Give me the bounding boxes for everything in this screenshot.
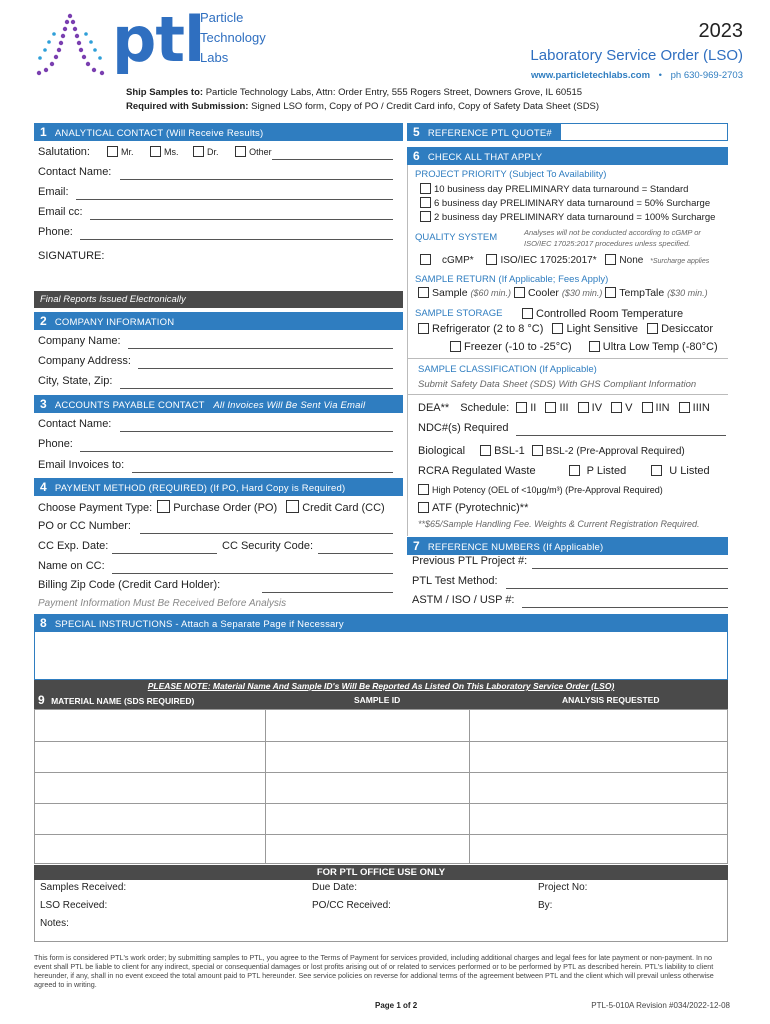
- cooler-checkbox[interactable]: [514, 287, 525, 298]
- desiccator-checkbox[interactable]: [647, 323, 658, 334]
- project-no-label: Project No:: [538, 882, 588, 893]
- classification-divider-2: [407, 394, 728, 395]
- website-link[interactable]: www.particletechlabs.com: [531, 70, 651, 81]
- cc-security-label: CC Security Code:: [222, 540, 314, 552]
- logo-line1: Particle: [200, 10, 244, 25]
- section-title: PAYMENT METHOD (REQUIRED) (If PO, Hard Copy is Required): [54, 483, 346, 494]
- analysis-header: ANALYSIS REQUESTED: [562, 695, 660, 705]
- sample-id-header: SAMPLE ID: [354, 695, 401, 705]
- email-cc-field[interactable]: [90, 219, 393, 220]
- priority-6day-checkbox[interactable]: [420, 197, 431, 208]
- section-number: 9: [38, 693, 45, 707]
- company-name-field[interactable]: [128, 348, 393, 349]
- table-row-divider: [35, 834, 727, 835]
- terms-text: This form is considered PTL's work order; by submitting samples to PTL, you agree to the Terms of Payment for services provided, including additional charges and legal fees for late payment or non-payment. In no event shall PTL be liable to client for any indirect, special or consequential damages or lost profits arising out of or related to services performed or to be performed by PTL as described herein. PTL's liability to client hereunder, if any, shall in no event exceed the total amount paid to PTL hereunder. See service policies on reverse for addional terms of the agreement between PTL and the client which will prevail unless otherwise agreed to in writing.: [34, 953, 714, 989]
- atf-row: [418, 502, 528, 514]
- light-sensitive-label: Light Sensitive: [566, 323, 638, 335]
- sample-return-label: Sample: [432, 287, 468, 299]
- mr-checkbox[interactable]: [107, 146, 118, 157]
- quote-number-field[interactable]: [560, 123, 728, 141]
- table-col-divider: [265, 710, 266, 863]
- return-title: SAMPLE RETURN (If Applicable; Fees Apply): [415, 274, 609, 285]
- surcharge-note: *Surcharge applies: [650, 258, 710, 265]
- section-title: ACCOUNTS PAYABLE CONTACT: [54, 400, 205, 411]
- bullet: •: [658, 70, 662, 81]
- company-name-label: Company Name:: [38, 335, 121, 347]
- section-title: CHECK ALL THAT APPLY: [427, 152, 543, 163]
- controlled-label: Controlled Room Temperature: [536, 308, 684, 320]
- billing-zip-label: Billing Zip Code (Credit Card Holder):: [38, 579, 221, 591]
- email-invoices-label: Email Invoices to:: [38, 459, 125, 471]
- cc-exp-field[interactable]: [112, 553, 217, 554]
- signature-field[interactable]: [120, 250, 393, 286]
- email-invoices-field[interactable]: [132, 472, 393, 473]
- cgmp-checkbox[interactable]: [420, 254, 431, 265]
- priority-standard-checkbox[interactable]: [420, 183, 431, 194]
- p-listed-checkbox[interactable]: [569, 465, 580, 476]
- classification-divider: [407, 358, 728, 359]
- material-table: [34, 709, 728, 864]
- special-instructions-field[interactable]: [34, 632, 728, 680]
- logo-line3: Labs: [200, 50, 229, 65]
- iso-label: ISO/IEC 17025:2017*: [500, 255, 597, 266]
- form-title: Laboratory Service Order (LSO): [530, 47, 743, 64]
- mr-label: Mr.: [121, 147, 134, 157]
- req-text: Signed LSO form, Copy of PO / Credit Card info, Copy of Safety Data Sheet (SDS): [251, 101, 600, 112]
- section-title: COMPANY INFORMATION: [54, 317, 175, 328]
- high-potency-row: [418, 484, 663, 495]
- po-checkbox[interactable]: [157, 500, 170, 513]
- final-reports-banner: Final Reports Issued Electronically: [34, 291, 403, 308]
- schedule-iii-label: III: [559, 402, 569, 414]
- payment-type-row: [38, 500, 385, 514]
- classification-note: Submit Safety Data Sheet (SDS) With GHS Compliant Information: [418, 379, 697, 390]
- priority-6day: [420, 197, 710, 209]
- atf-checkbox[interactable]: [418, 502, 429, 513]
- schedule-label: Schedule:: [460, 402, 510, 414]
- notes-label: Notes:: [40, 918, 69, 929]
- required-with-submission: [126, 101, 599, 112]
- priority-standard-label: 10 business day PRELIMINARY data turnaround = Standard: [434, 184, 689, 195]
- signature-label: SIGNATURE:: [38, 250, 105, 262]
- schedule-iin-label: IIN: [655, 402, 670, 414]
- quality-note-2: ISO/IEC 17025:2017 procedures unless specified.: [524, 239, 691, 248]
- p-listed-label: P Listed: [586, 465, 627, 477]
- dr-label: Dr.: [207, 147, 219, 157]
- billing-zip-field[interactable]: [262, 592, 393, 593]
- ptl-logo-text: ptl: [112, 3, 205, 76]
- schedule-iv-label: IV: [591, 402, 603, 414]
- phone-number: ph 630-969-2703: [670, 70, 743, 81]
- none-label: None: [619, 255, 644, 266]
- salutation-options: [107, 146, 272, 157]
- salutation-other-field[interactable]: [272, 159, 393, 160]
- bsl2-checkbox[interactable]: [532, 445, 543, 456]
- other-label: Other: [249, 147, 272, 157]
- cc-exp-label: CC Exp. Date:: [38, 540, 109, 552]
- material-name-note: PLEASE NOTE: Material Name And Sample ID's Will Be Reported As Listed On This Laboratory Service Order (LSO): [34, 680, 728, 693]
- section-6-header: [407, 147, 728, 165]
- priority-6day-label: 6 business day PRELIMINARY data turnaround = 50% Surcharge: [434, 198, 711, 209]
- astm-field[interactable]: [522, 607, 728, 608]
- section-number: 8: [40, 616, 47, 630]
- section-title: ANALYTICAL CONTACT (Will Receive Results): [54, 128, 264, 139]
- schedule-ii-checkbox[interactable]: [516, 402, 527, 413]
- refrigerator-checkbox[interactable]: [418, 323, 429, 334]
- phone-label: Phone:: [38, 226, 73, 238]
- ndc-field[interactable]: [516, 435, 726, 436]
- schedule-v-checkbox[interactable]: [611, 402, 622, 413]
- section-7-header: [407, 537, 728, 555]
- freezer-label: Freezer (-10 to -25°C): [464, 341, 572, 353]
- iso-checkbox[interactable]: [486, 254, 497, 265]
- section-number: 3: [40, 397, 47, 411]
- phone-field[interactable]: [80, 239, 393, 240]
- cooler-label: Cooler: [527, 287, 559, 299]
- storage-row-2: [418, 323, 713, 335]
- section-4-header: [34, 478, 403, 496]
- priority-standard: [420, 183, 688, 195]
- astm-label: ASTM / ISO / USP #:: [412, 594, 515, 606]
- test-method-label: PTL Test Method:: [412, 575, 498, 587]
- bsl1-checkbox[interactable]: [480, 445, 491, 456]
- priority-title: PROJECT PRIORITY (Subject To Availability): [415, 169, 607, 180]
- ap-contact-name-label: Contact Name:: [38, 418, 112, 430]
- sample-min: ($60 min.): [470, 288, 512, 298]
- ap-phone-field[interactable]: [80, 451, 393, 452]
- salutation-label: Salutation:: [38, 146, 90, 158]
- sample-return-checkbox[interactable]: [418, 287, 429, 298]
- company-address-label: Company Address:: [38, 355, 131, 367]
- controlled-checkbox[interactable]: [522, 308, 533, 319]
- schedule-iii-checkbox[interactable]: [545, 402, 556, 413]
- quality-note-1: Analyses will not be conducted according to cGMP or: [524, 228, 701, 237]
- office-use-box: [34, 880, 728, 942]
- city-state-zip-field[interactable]: [120, 388, 393, 389]
- other-checkbox[interactable]: [235, 146, 246, 157]
- section-9-header: [34, 692, 728, 709]
- schedule-iiin-label: IIIN: [692, 402, 710, 414]
- section-8-header: [34, 614, 728, 632]
- year: 2023: [698, 20, 743, 42]
- ship-to: [126, 87, 582, 98]
- temptale-label: TempTale: [619, 287, 665, 299]
- biological-label: Biological: [418, 445, 466, 457]
- light-sensitive-checkbox[interactable]: [552, 323, 563, 334]
- email-label: Email:: [38, 186, 69, 198]
- cc-checkbox[interactable]: [286, 500, 299, 513]
- choose-payment-label: Choose Payment Type:: [38, 502, 153, 514]
- due-date-label: Due Date:: [312, 882, 358, 893]
- city-state-zip-label: City, State, Zip:: [38, 375, 113, 387]
- table-row-divider: [35, 772, 727, 773]
- section-number: 1: [40, 125, 47, 139]
- bsl2-label: BSL-2 (Pre-Approval Required): [545, 446, 685, 457]
- cc-label: Credit Card (CC): [302, 502, 385, 514]
- schedule-v-label: V: [625, 402, 633, 414]
- name-on-cc-label: Name on CC:: [38, 560, 105, 572]
- section-number: 2: [40, 314, 47, 328]
- ship-text: Particle Technology Labs, Attn: Order Entry, 555 Rogers Street, Downers Grove, IL 60515: [205, 87, 583, 98]
- material-name-header: MATERIAL NAME (SDS REQUIRED): [51, 696, 195, 706]
- handling-fee-note: **$65/Sample Handling Fee. Weights & Current Registration Required.: [418, 519, 700, 529]
- rcra-row: [418, 465, 710, 477]
- rcra-label: RCRA Regulated Waste: [418, 465, 536, 477]
- u-listed-checkbox[interactable]: [651, 465, 662, 476]
- previous-project-field[interactable]: [532, 568, 728, 569]
- page-number: Page 1 of 2: [375, 1001, 418, 1010]
- office-use-header: FOR PTL OFFICE USE ONLY: [34, 865, 728, 880]
- ms-label: Ms.: [164, 147, 179, 157]
- email-cc-label: Email cc:: [38, 206, 83, 218]
- revision: PTL-5-010A Revision #034/2022-12-08: [591, 1001, 730, 1010]
- lso-received-label: LSO Received:: [40, 900, 108, 911]
- section-title: REFERENCE PTL QUOTE#: [427, 128, 552, 139]
- section-title: REFERENCE NUMBERS (If Applicable): [427, 542, 604, 553]
- high-potency-label: High Potency (OEL of <10μg/m³) (Pre-Approval Required): [432, 485, 663, 495]
- table-row-divider: [35, 741, 727, 742]
- contact-name-field[interactable]: [120, 179, 393, 180]
- company-address-field[interactable]: [138, 368, 393, 369]
- table-col-divider: [469, 710, 470, 863]
- section-title: SPECIAL INSTRUCTIONS - Attach a Separate Page if Necessary: [54, 619, 344, 630]
- atf-label: ATF (Pyrotechnic)**: [432, 502, 529, 514]
- cooler-min: ($30 min.): [561, 288, 603, 298]
- section-2-header: [34, 312, 403, 330]
- section-3-header: [34, 395, 403, 413]
- storage-row-3: [450, 341, 718, 353]
- ap-phone-label: Phone:: [38, 438, 73, 450]
- by-label: By:: [538, 900, 553, 911]
- priority-2day: [420, 211, 715, 223]
- temptale-checkbox[interactable]: [605, 287, 616, 298]
- refrigerator-label: Refrigerator (2 to 8 °C): [432, 323, 544, 335]
- payment-must-receive-note: Payment Information Must Be Received Before Analysis: [38, 598, 287, 609]
- logo-line2: Technology: [200, 30, 266, 45]
- po-label: Purchase Order (PO): [173, 502, 278, 514]
- ultra-low-checkbox[interactable]: [589, 341, 600, 352]
- freezer-checkbox[interactable]: [450, 341, 461, 352]
- storage-title: SAMPLE STORAGE: [415, 308, 503, 319]
- previous-project-label: Previous PTL Project #:: [412, 555, 528, 567]
- schedule-iin-checkbox[interactable]: [642, 402, 653, 413]
- priority-2day-label: 2 business day PRELIMINARY data turnaround = 100% Surcharge: [434, 212, 716, 223]
- ptl-logo-mark: [34, 10, 119, 82]
- section-number: 4: [40, 480, 47, 494]
- quality-options: [420, 254, 709, 266]
- ms-checkbox[interactable]: [150, 146, 161, 157]
- section-1-header: [34, 123, 403, 141]
- email-field[interactable]: [76, 199, 393, 200]
- quality-title: QUALITY SYSTEM: [415, 232, 498, 243]
- table-row-divider: [35, 803, 727, 804]
- dea-row: [418, 402, 710, 414]
- req-label: Required with Submission:: [126, 101, 249, 112]
- po-cc-number-field[interactable]: [140, 533, 393, 534]
- temptale-min: ($30 min.): [667, 288, 708, 298]
- return-options: [418, 287, 708, 299]
- samples-received-label: Samples Received:: [40, 882, 127, 893]
- high-potency-checkbox[interactable]: [418, 484, 429, 495]
- po-cc-number-label: PO or CC Number:: [38, 520, 131, 532]
- schedule-iiin-checkbox[interactable]: [679, 402, 690, 413]
- none-checkbox[interactable]: [605, 254, 616, 265]
- test-method-field[interactable]: [506, 588, 728, 589]
- section-subtitle: All Invoices Will Be Sent Via Email: [213, 400, 366, 411]
- section-number: 7: [413, 539, 420, 553]
- schedule-iv-checkbox[interactable]: [578, 402, 589, 413]
- dea-label: DEA**: [418, 402, 450, 414]
- ndc-label: NDC#(s) Required: [418, 422, 509, 434]
- dr-checkbox[interactable]: [193, 146, 204, 157]
- cc-security-field[interactable]: [318, 553, 393, 554]
- schedule-ii-label: II: [530, 402, 537, 414]
- bio-row: [418, 445, 685, 457]
- ship-label: Ship Samples to:: [126, 87, 204, 98]
- name-on-cc-field[interactable]: [112, 573, 393, 574]
- priority-2day-checkbox[interactable]: [420, 211, 431, 222]
- section-number: 5: [413, 125, 420, 139]
- bsl1-label: BSL-1: [494, 445, 525, 457]
- ultra-low-label: Ultra Low Temp (-80°C): [602, 341, 718, 353]
- desiccator-label: Desiccator: [661, 323, 714, 335]
- controlled-room-temp: [522, 308, 683, 320]
- ap-contact-name-field[interactable]: [120, 431, 393, 432]
- contact-line: [531, 70, 743, 81]
- classification-title: SAMPLE CLASSIFICATION (If Applicable): [418, 364, 597, 375]
- section-number: 6: [413, 149, 420, 163]
- po-cc-received-label: PO/CC Received:: [312, 900, 391, 911]
- cgmp-label: cGMP*: [442, 255, 474, 266]
- contact-name-label: Contact Name:: [38, 166, 112, 178]
- u-listed-label: U Listed: [669, 465, 710, 477]
